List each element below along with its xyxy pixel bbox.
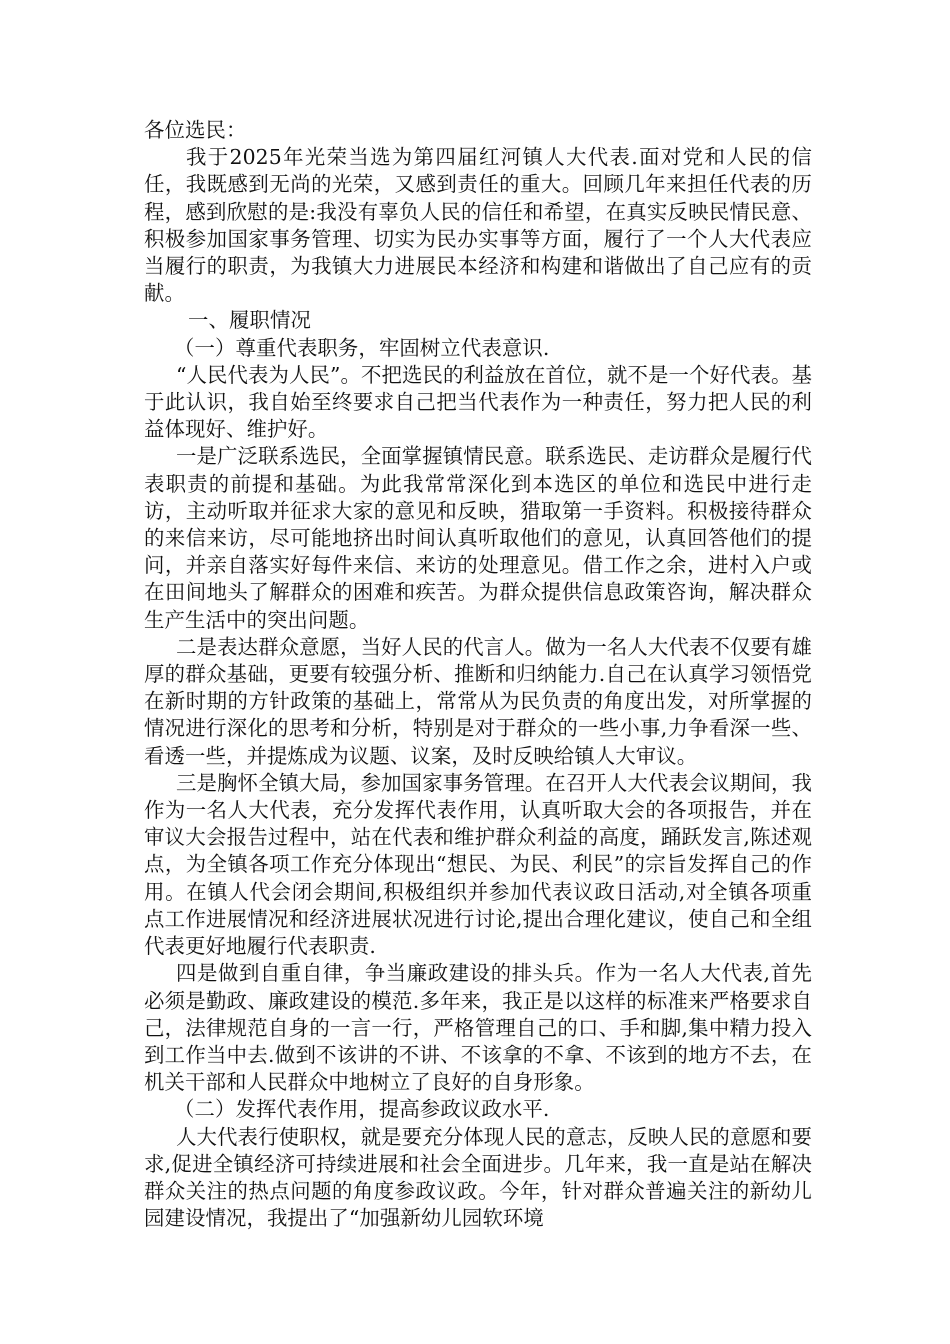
paragraph-point-two: 二是表达群众意愿，当好人民的代言人。做为一名人大代表不仅要有雄厚的群众基础，更要有较强分析、推断和归纳能力.自己在认真学习领悟党在新时期的方针政策的基础上，常常从为民负责的角度出发，对所掌握的情况进行深化的思考和分析，特别是对于群众的一些小事,力争看深一些、看透一些，并提炼成为议题、议案，及时反映给镇人大审议。	[144, 634, 812, 768]
subsection-heading-2: （二）发挥代表作用，提高参政议政水平.	[174, 1097, 550, 1122]
salutation: 各位选民：	[144, 118, 247, 142]
intro-paragraph: 我于2025年光荣当选为第四届红河镇人大代表.面对党和人民的信任，我既感到无尚的光荣，又感到责任的重大。回顾几年来担任代表的历程，感到欣慰的是:我没有辜负人民的信任和希望，在真实反映民情民意、积极参加国家事务管理、切实为民办实事等方面，履行了一个人大代表应当履行的职责，为我镇大力进展民本经济和构建和谐做出了自己应有的贡献。	[144, 145, 812, 306]
paragraph-people-representative: “人民代表为人民”。不把选民的利益放在首位，就不是一个好代表。基于此认识，我自始至终要求自己把当代表作为一种责任，努力把人民的利益体现好、维护好。	[144, 362, 812, 442]
paragraph-point-four: 四是做到自重自律，争当廉政建设的排头兵。作为一名人大代表,首先必须是勤政、廉政建设的模范.多年来，我正是以这样的标准来严格要求自己，法律规范自身的一言一行，严格管理自己的口、手和脚,集中精力投入到工作当中去.做到不该讲的不讲、不该拿的不拿、不该到的地方不去，在机关干部和人民群众中地树立了良好的自身形象。	[144, 961, 812, 1095]
paragraph-role-exercise: 人大代表行使职权，就是要充分体现人民的意志，反映人民的意愿和要求,促进全镇经济可持续进展和社会全面进步。几年来，我一直是站在解决群众关注的热点问题的角度参政议政。今年，针对群众普遍关注的新幼儿园建设情况，我提出了“加强新幼儿园软环境	[144, 1124, 812, 1231]
paragraph-point-three: 三是胸怀全镇大局，参加国家事务管理。在召开人大代表会议期间，我作为一名人大代表，充分发挥代表作用，认真听取大会的各项报告，并在审议大会报告过程中，站在代表和维护群众利益的高度，踊跃发言,陈述观点，为全镇各项工作充分体现出“想民、为民、利民”的宗旨发挥自己的作用。在镇人代会闭会期间,积极组织并参加代表议政日活动,对全镇各项重点工作进展情况和经济进展状况进行讨论,提出合理化建议，使自己和全组代表更好地履行代表职责.	[144, 770, 812, 959]
document-body	[144, 117, 812, 1232]
section-heading-performance: 一、履职情况	[188, 308, 311, 333]
paragraph-point-one: 一是广泛联系选民，全面掌握镇情民意。联系选民、走访群众是履行代表职责的前提和基础。为此我常常深化到本选区的单位和选民中进行走访，主动听取并征求大家的意见和反映，猎取第一手资料。积极接待群众的来信来访，尽可能地挤出时间认真听取他们的意见，认真回答他们的提问，并亲自落实好每件来信、来访的处理意见。借工作之余，进村入户或在田间地头了解群众的困难和疾苦。为群众提供信息政策咨询，解决群众生产生活中的突出问题。	[144, 444, 812, 632]
subsection-heading-1: （一）尊重代表职务，牢固树立代表意识.	[174, 335, 550, 360]
